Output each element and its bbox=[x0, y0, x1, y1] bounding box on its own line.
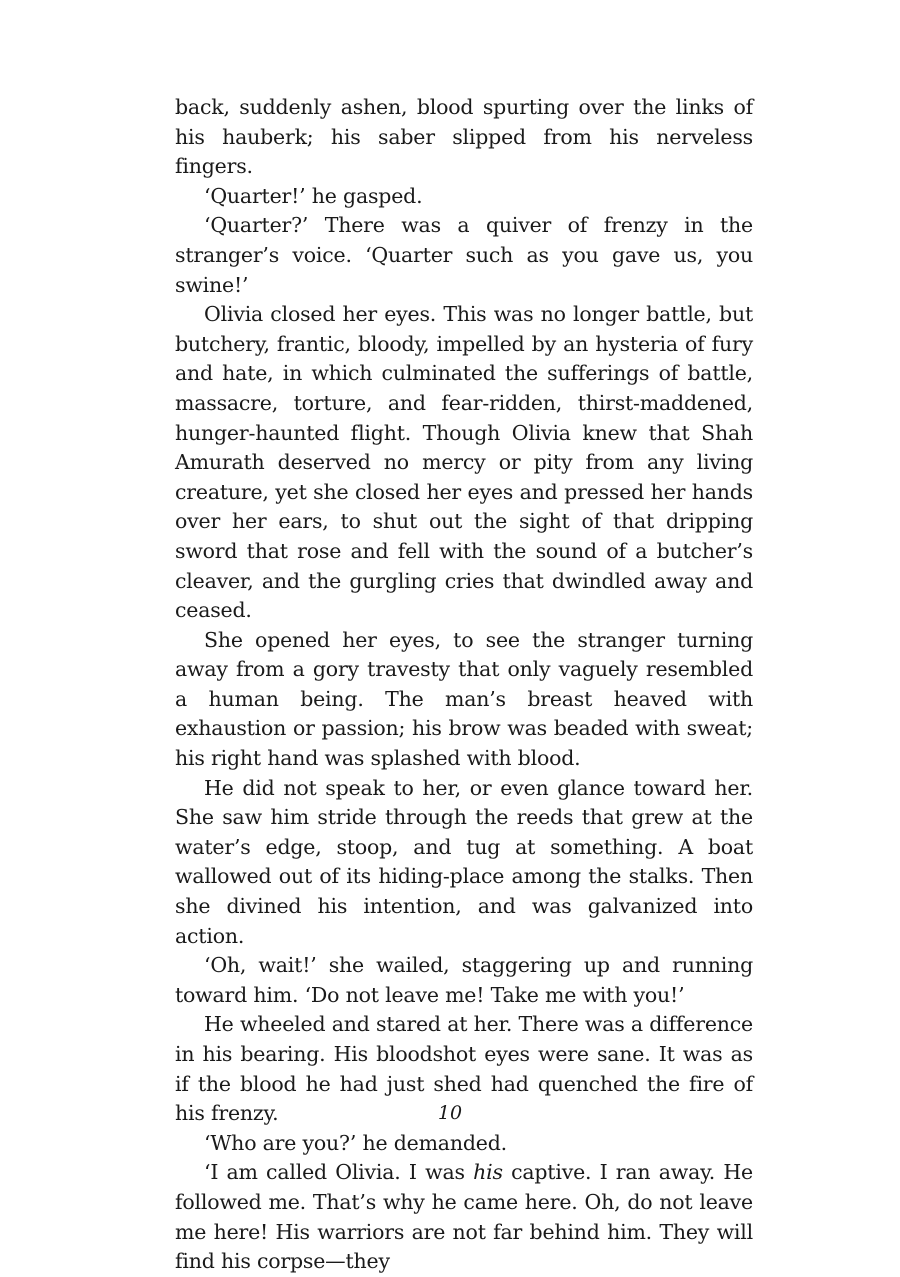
paragraph-10-emphasis: his bbox=[473, 1160, 503, 1185]
paragraph-10 bbox=[175, 1158, 753, 1276]
paragraph-10-before: ‘I am called Olivia. I was bbox=[204, 1160, 474, 1185]
paragraph-1: back, suddenly ashen, blood spurting over the links of his hauberk; his saber slipped from his nerveless fingers. bbox=[175, 95, 753, 179]
paragraph-6: He did not speak to her, or even glance toward her. She saw him stride through the reeds that grew at the water’s edge, stoop, and tug at something. A boat wallowed out of its hiding-place among the stalks. Then she divined his intention, and was galvanized into action. bbox=[175, 775, 753, 948]
paragraph-7: ‘Oh, wait!’ she wailed, staggering up and running toward him. ‘Do not leave me! Take me with you!’ bbox=[175, 953, 753, 1007]
page-body bbox=[175, 93, 753, 1277]
paragraph-9: ‘Who are you?’ he demanded. bbox=[204, 1130, 507, 1155]
paragraph-5: She opened her eyes, to see the stranger turning away from a gory travesty that only vaguely resembled a human being. The man’s breast heaved with exhaustion or passion; his brow was beaded with sweat; his right hand was splashed with blood. bbox=[175, 627, 753, 771]
page-number: 10 bbox=[437, 1102, 463, 1124]
paragraph-8: He wheeled and stared at her. There was a difference in his bearing. His bloodshot eyes were sane. It was as if the blood he had just shed had quenched the fire of his frenzy. bbox=[175, 1012, 753, 1126]
paragraph-3: ‘Quarter?’ There was a quiver of frenzy in the stranger’s voice. ‘Quarter such as you gave us, you swine!’ bbox=[175, 213, 753, 297]
paragraph-2: ‘Quarter!’ he gasped. bbox=[204, 183, 423, 208]
paragraph-10-after: captive. I ran away. He followed me. That’s why he came here. Oh, do not leave me here! His warriors are not far behind him. They will find his corpse—they bbox=[175, 1160, 753, 1274]
paragraph-4: Olivia closed her eyes. This was no longer battle, but butchery, frantic, bloody, impelled by an hysteria of fury and hate, in which culminated the sufferings of battle, massacre, torture, and fear-ridden, thirst-maddened, hunger-haunted flight. Though Olivia knew that Shah Amurath deserved no mercy or pity from any living creature, yet she closed her eyes and pressed her hands over her ears, to shut out the sight of that dripping sword that rose and fell with the sound of a butcher’s cleaver, and the gurgling cries that dwindled away and ceased. bbox=[175, 302, 753, 623]
